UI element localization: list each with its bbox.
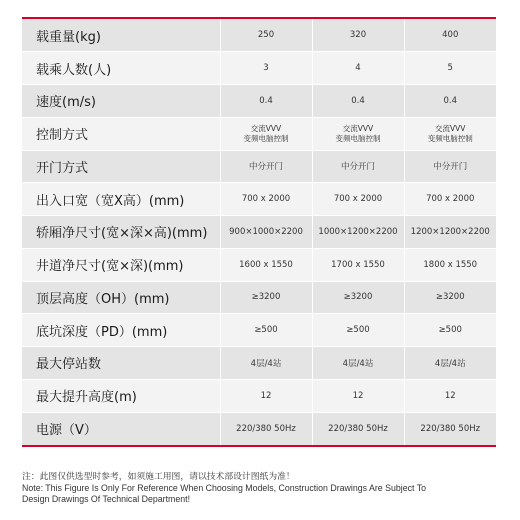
cell-value: 4层/4站 <box>404 347 496 380</box>
cell-value: 700 x 2000 <box>312 183 404 216</box>
cell-value: 250 <box>220 19 312 52</box>
row-label: 出入口宽（宽X高）(mm) <box>22 183 220 216</box>
cell-value: 中分开门 <box>312 150 404 183</box>
cell-value: 1600 x 1550 <box>220 248 312 281</box>
table-row <box>22 314 496 347</box>
cell-value: 220/380 50Hz <box>220 412 312 445</box>
cell-value: 320 <box>312 19 404 52</box>
table-row <box>22 379 496 412</box>
table-row <box>22 281 496 314</box>
cell-line: 变频电脑控制 <box>335 133 381 143</box>
cell-value: 0.4 <box>312 85 404 118</box>
cell-value: 12 <box>220 379 312 412</box>
cell-value: 4层/4站 <box>220 347 312 380</box>
cell-value: ≥3200 <box>404 281 496 314</box>
cell-value: 5 <box>404 52 496 85</box>
cell-value: 12 <box>312 379 404 412</box>
cell-value <box>220 117 312 150</box>
footnote-en-line1: Note: This Figure Is Only For Reference When Choosing Models, Construction Drawings Are Subject To <box>22 482 427 493</box>
cell-value: ≥3200 <box>220 281 312 314</box>
footnote-en-line2: Design Drawings Of Technical Department! <box>22 494 191 504</box>
row-label: 最大提升高度(m) <box>22 379 220 412</box>
cell-value: 220/380 50Hz <box>404 412 496 445</box>
table-row <box>22 150 496 183</box>
cell-value: 700 x 2000 <box>220 183 312 216</box>
cell-line: 交流VVV <box>435 124 466 134</box>
cell-value: 4层/4站 <box>312 347 404 380</box>
cell-value: 中分开门 <box>220 150 312 183</box>
cell-value <box>404 117 496 150</box>
cell-line: 交流VVV <box>250 124 282 134</box>
row-label: 最大停站数 <box>22 347 220 380</box>
table-row <box>22 216 496 249</box>
cell-value: 4 <box>312 52 404 85</box>
cell-value: 3 <box>220 52 312 85</box>
row-label: 顶层高度（OH）(mm) <box>22 281 220 314</box>
cell-value: 900×1000×2200 <box>220 216 312 249</box>
row-label: 电源（V） <box>22 412 220 445</box>
row-label: 井道净尺寸(宽×深)(mm) <box>22 248 220 281</box>
table-row <box>22 412 496 445</box>
spec-table-container <box>22 17 496 447</box>
cell-value: 1800 x 1550 <box>404 248 496 281</box>
cell-value: 0.4 <box>404 85 496 118</box>
table-row <box>22 117 496 150</box>
table-row <box>22 183 496 216</box>
cell-value: 0.4 <box>220 85 312 118</box>
cell-value: 1700 x 1550 <box>312 248 404 281</box>
row-label: 底坑深度（PD）(mm) <box>22 314 220 347</box>
cell-value: ≥500 <box>404 314 496 347</box>
row-label: 速度(m/s) <box>22 85 220 118</box>
table-row <box>22 52 496 85</box>
table-row <box>22 248 496 281</box>
table-row <box>22 347 496 380</box>
cell-value: 中分开门 <box>404 150 496 183</box>
spec-table <box>22 19 496 445</box>
cell-value: 1000×1200×2200 <box>312 216 404 249</box>
table-row <box>22 85 496 118</box>
cell-value: 1200×1200×2200 <box>404 216 496 249</box>
row-label: 载重量(kg) <box>22 19 220 52</box>
cell-line: 变频电脑控制 <box>243 133 289 143</box>
cell-line: 交流VVV <box>342 124 374 134</box>
row-label: 控制方式 <box>22 117 220 150</box>
row-label: 开门方式 <box>22 150 220 183</box>
cell-value: 220/380 50Hz <box>312 412 404 445</box>
cell-value: ≥500 <box>312 314 404 347</box>
cell-value: 12 <box>404 379 496 412</box>
cell-value: ≥3200 <box>312 281 404 314</box>
footnote-cn: 注：此图仅供选型时参考，如须施工用图，请以技术部设计图纸为准！ <box>22 471 295 481</box>
cell-line: 变频电脑控制 <box>427 133 473 143</box>
cell-value: 400 <box>404 19 496 52</box>
cell-value: 700 x 2000 <box>404 183 496 216</box>
table-row <box>22 19 496 52</box>
row-label: 载乘人数(人) <box>22 52 220 85</box>
cell-value <box>312 117 404 150</box>
cell-value: ≥500 <box>220 314 312 347</box>
footnote <box>22 471 502 506</box>
row-label: 轿厢净尺寸(宽×深×高)(mm) <box>22 216 220 249</box>
